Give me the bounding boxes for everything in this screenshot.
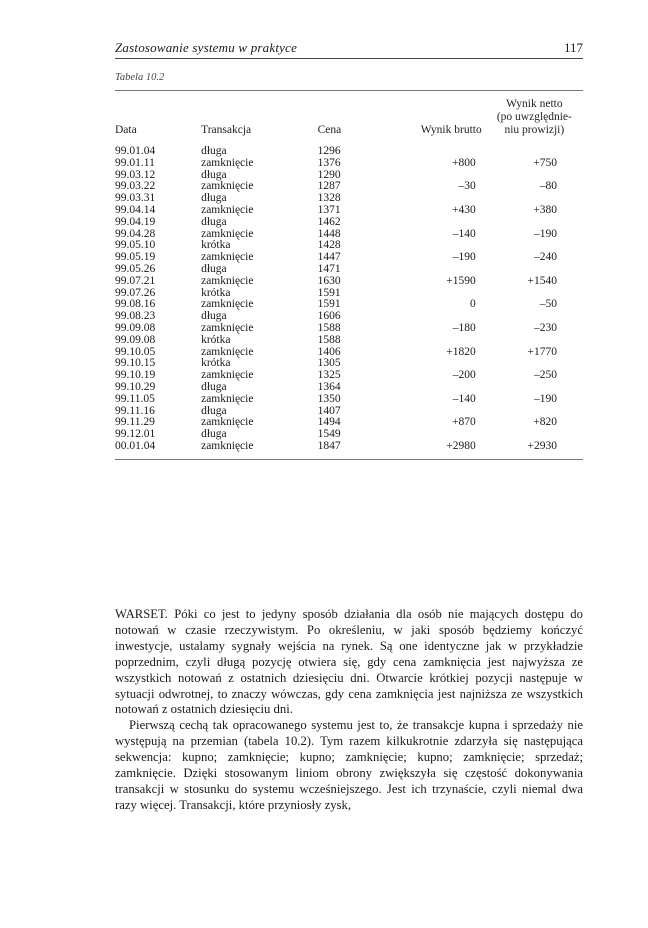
cell-price: 1296 <box>317 145 341 157</box>
cell-gross <box>378 141 485 158</box>
cell-transaction: długa <box>201 404 227 417</box>
cell-transaction: długa <box>201 215 227 228</box>
table-row <box>115 276 583 288</box>
cell-net <box>486 288 583 300</box>
cell-transaction: zamknięcie <box>201 203 254 216</box>
cell-date: 99.04.19 <box>115 215 156 228</box>
table-row <box>115 382 583 394</box>
cell-price: 1328 <box>317 192 341 205</box>
cell-date: 99.12.01 <box>115 428 156 441</box>
cell-net: +2930 <box>527 439 557 452</box>
cell-gross: –140 <box>452 227 476 240</box>
cell-date: 99.07.26 <box>115 286 156 299</box>
table-row <box>115 217 583 229</box>
cell-date: 99.09.08 <box>115 333 156 346</box>
cell-transaction: zamknięcie <box>201 345 254 358</box>
cell-date: 00.01.04 <box>115 439 156 452</box>
cell-gross <box>378 335 485 347</box>
cell-net: +820 <box>533 416 557 429</box>
table-row <box>115 288 583 300</box>
cell-transaction: zamknięcie <box>201 369 254 382</box>
cell-gross: –200 <box>452 369 476 382</box>
cell-gross: +800 <box>451 156 476 169</box>
cell-net <box>486 141 583 158</box>
cell-net: +1540 <box>527 274 557 287</box>
cell-date: 99.07.21 <box>115 274 156 287</box>
cell-gross: 0 <box>469 298 476 311</box>
page-header <box>115 38 583 59</box>
table-row <box>115 264 583 276</box>
cell-price: 1428 <box>317 239 341 252</box>
table-row <box>115 370 583 382</box>
cell-date: 99.09.08 <box>115 321 156 334</box>
cell-date: 99.11.05 <box>115 392 155 405</box>
cell-transaction: krótka <box>201 239 231 252</box>
table-caption: Tabela 10.2 <box>115 72 165 83</box>
cell-date: 99.08.23 <box>115 310 156 323</box>
cell-price: 1591 <box>317 298 341 311</box>
cell-gross <box>378 382 485 394</box>
cell-price: 1290 <box>317 168 341 181</box>
cell-price: 1462 <box>317 215 341 228</box>
cell-transaction: długa <box>201 168 227 181</box>
cell-gross: +430 <box>451 203 476 216</box>
cell-gross <box>378 217 485 229</box>
cell-net: –80 <box>539 180 557 193</box>
cell-gross: +2980 <box>446 439 476 452</box>
cell-net <box>486 382 583 394</box>
cell-transaction: krótka <box>201 333 231 346</box>
cell-transaction: zamknięcie <box>201 180 254 193</box>
cell-gross: –180 <box>452 321 476 334</box>
cell-date: 99.01.04 <box>115 145 156 157</box>
cell-net: +1770 <box>527 345 557 358</box>
cell-net <box>486 335 583 347</box>
cell-price: 1325 <box>317 369 341 382</box>
cell-date: 99.03.31 <box>115 192 156 205</box>
cell-date: 99.03.12 <box>115 168 156 181</box>
cell-price: 1371 <box>317 203 341 216</box>
table-header-row <box>115 91 583 141</box>
table-body <box>115 141 583 459</box>
cell-gross: +870 <box>451 416 476 429</box>
body-paragraph: WARSET. Póki co jest to jedyny sposób działania dla osób nie mających dostępu do notowań w czasie rzeczywistym. Po określeniu, w jaki sposób będziemy kończyć inwestycje, ustalamy sygnały wejścia na rynek. Są one identyczne jak w przykładzie poprzednim, czyli długą pozycję otwiera się, gdy cena zamknięcia jest najwyższa ze wszystkich notowań z ostatnich dziesięciu dni. Otwarcie krótkiej pozycji następuje w sytuacji odwrotnej, to znaczy wówczas, gdy cena zamknięcia jest najniższa ze wszystkich notowań z ostatnich dziesięciu dni. <box>115 607 583 717</box>
table-row <box>115 205 583 217</box>
cell-date: 99.01.11 <box>115 156 155 169</box>
cell-net: –230 <box>534 321 557 334</box>
table-row <box>115 311 583 323</box>
cell-price: 1549 <box>317 428 341 441</box>
cell-gross: –30 <box>458 180 476 193</box>
table-row <box>115 323 583 335</box>
column-header-net-line: (po uwzględnie- <box>496 111 572 123</box>
cell-transaction: zamknięcie <box>201 156 254 169</box>
cell-transaction: zamknięcie <box>201 416 254 429</box>
column-header-net-line: niu prowizji) <box>504 124 565 136</box>
cell-net <box>486 217 583 229</box>
cell-transaction: zamknięcie <box>201 298 254 311</box>
cell-net: –190 <box>534 227 557 240</box>
cell-date: 99.05.10 <box>115 239 156 252</box>
table-row <box>115 193 583 205</box>
cell-net: –250 <box>534 369 557 382</box>
table-row <box>115 347 583 359</box>
cell-price: 1588 <box>317 333 341 346</box>
cell-date: 99.10.05 <box>115 345 156 358</box>
cell-transaction: długa <box>201 428 227 441</box>
table-row <box>115 240 583 252</box>
cell-transaction: zamknięcie <box>201 227 254 240</box>
table-row <box>115 181 583 193</box>
cell-price: 1606 <box>317 310 341 323</box>
cell-gross: +1590 <box>446 274 476 287</box>
cell-date: 99.11.16 <box>115 404 155 417</box>
table-row <box>115 406 583 418</box>
page-number: 117 <box>563 40 583 55</box>
cell-net: –190 <box>534 392 557 405</box>
cell-gross: +1820 <box>446 345 476 358</box>
cell-date: 99.05.19 <box>115 251 156 264</box>
cell-transaction: długa <box>201 262 227 275</box>
cell-transaction: długa <box>201 380 227 393</box>
cell-transaction: zamknięcie <box>201 439 254 452</box>
table-row <box>115 394 583 406</box>
cell-price: 1407 <box>317 404 341 417</box>
table-row <box>115 141 583 158</box>
table-row <box>115 335 583 347</box>
cell-transaction: długa <box>201 310 227 323</box>
table-row <box>115 441 583 459</box>
table-row <box>115 158 583 170</box>
table-row <box>115 429 583 441</box>
column-header-transaction: Transakcja <box>201 124 252 136</box>
cell-price: 1630 <box>317 274 341 287</box>
column-header-net-line: Wynik netto <box>506 98 563 110</box>
cell-date: 99.08.16 <box>115 298 156 311</box>
table-row <box>115 299 583 311</box>
cell-price: 1847 <box>317 439 341 452</box>
column-header-date: Data <box>115 124 137 136</box>
table-row <box>115 358 583 370</box>
cell-price: 1494 <box>317 416 341 429</box>
cell-date: 99.05.26 <box>115 262 156 275</box>
cell-net: –240 <box>534 251 557 264</box>
table-row <box>115 417 583 429</box>
cell-price: 1588 <box>317 321 341 334</box>
cell-price: 1448 <box>317 227 341 240</box>
cell-date: 99.10.29 <box>115 380 156 393</box>
cell-gross: –140 <box>452 392 476 405</box>
cell-net: +750 <box>533 156 557 169</box>
cell-date: 99.04.14 <box>115 203 156 216</box>
cell-transaction: zamknięcie <box>201 392 254 405</box>
table-bottom-rule <box>115 459 583 460</box>
cell-net <box>486 170 583 182</box>
cell-net <box>486 264 583 276</box>
column-header-gross: Wynik brutto <box>420 124 482 136</box>
cell-price: 1376 <box>317 156 341 169</box>
cell-net: –50 <box>539 298 557 311</box>
cell-gross <box>378 264 485 276</box>
cell-transaction: krótka <box>201 286 231 299</box>
cell-price: 1406 <box>317 345 341 358</box>
cell-transaction: zamknięcie <box>201 274 254 287</box>
cell-price: 1591 <box>317 286 341 299</box>
cell-transaction: długa <box>201 145 227 157</box>
cell-date: 99.03.22 <box>115 180 156 193</box>
cell-price: 1350 <box>317 392 341 405</box>
table-row <box>115 170 583 182</box>
cell-transaction: długa <box>201 192 227 205</box>
cell-price: 1364 <box>317 380 341 393</box>
cell-price: 1471 <box>317 262 341 275</box>
results-table <box>115 91 583 459</box>
body-text <box>115 607 583 814</box>
cell-date: 99.10.19 <box>115 369 156 382</box>
cell-date: 99.11.29 <box>115 416 155 429</box>
cell-net: +380 <box>533 203 557 216</box>
cell-price: 1287 <box>317 180 341 193</box>
column-header-price: Cena <box>317 124 342 136</box>
table-row <box>115 252 583 264</box>
column-header-net <box>486 91 583 141</box>
cell-gross: –190 <box>452 251 476 264</box>
cell-transaction: zamknięcie <box>201 251 254 264</box>
cell-price: 1447 <box>317 251 341 264</box>
results-table-container <box>115 90 583 460</box>
cell-transaction: krótka <box>201 357 231 370</box>
table-row <box>115 229 583 241</box>
running-title: Zastosowanie systemu w praktyce <box>115 40 298 55</box>
body-paragraph: Pierwszą cechą tak opracowanego systemu jest to, że transakcje kupna i sprzedaży nie występują na przemian (tabela 10.2). Tym razem kilkukrotnie zdarzyła się następująca sekwencja: kupno; zamknięcie; kupno; zamknięcie; kupno; zamknięcie; sprzedaż; zamknięcie. Dzięki stosowanym liniom obrony zwiększyła się częstość dokonywania transakcji w stosunku do systemu wcześniejszego. Jest ich trzynaście, czyli niemal dwa razy więcej. Transakcji, które przyniosły zysk, <box>115 718 583 812</box>
cell-transaction: zamknięcie <box>201 321 254 334</box>
cell-date: 99.04.28 <box>115 227 156 240</box>
cell-price: 1305 <box>317 357 341 370</box>
cell-date: 99.10.15 <box>115 357 156 370</box>
